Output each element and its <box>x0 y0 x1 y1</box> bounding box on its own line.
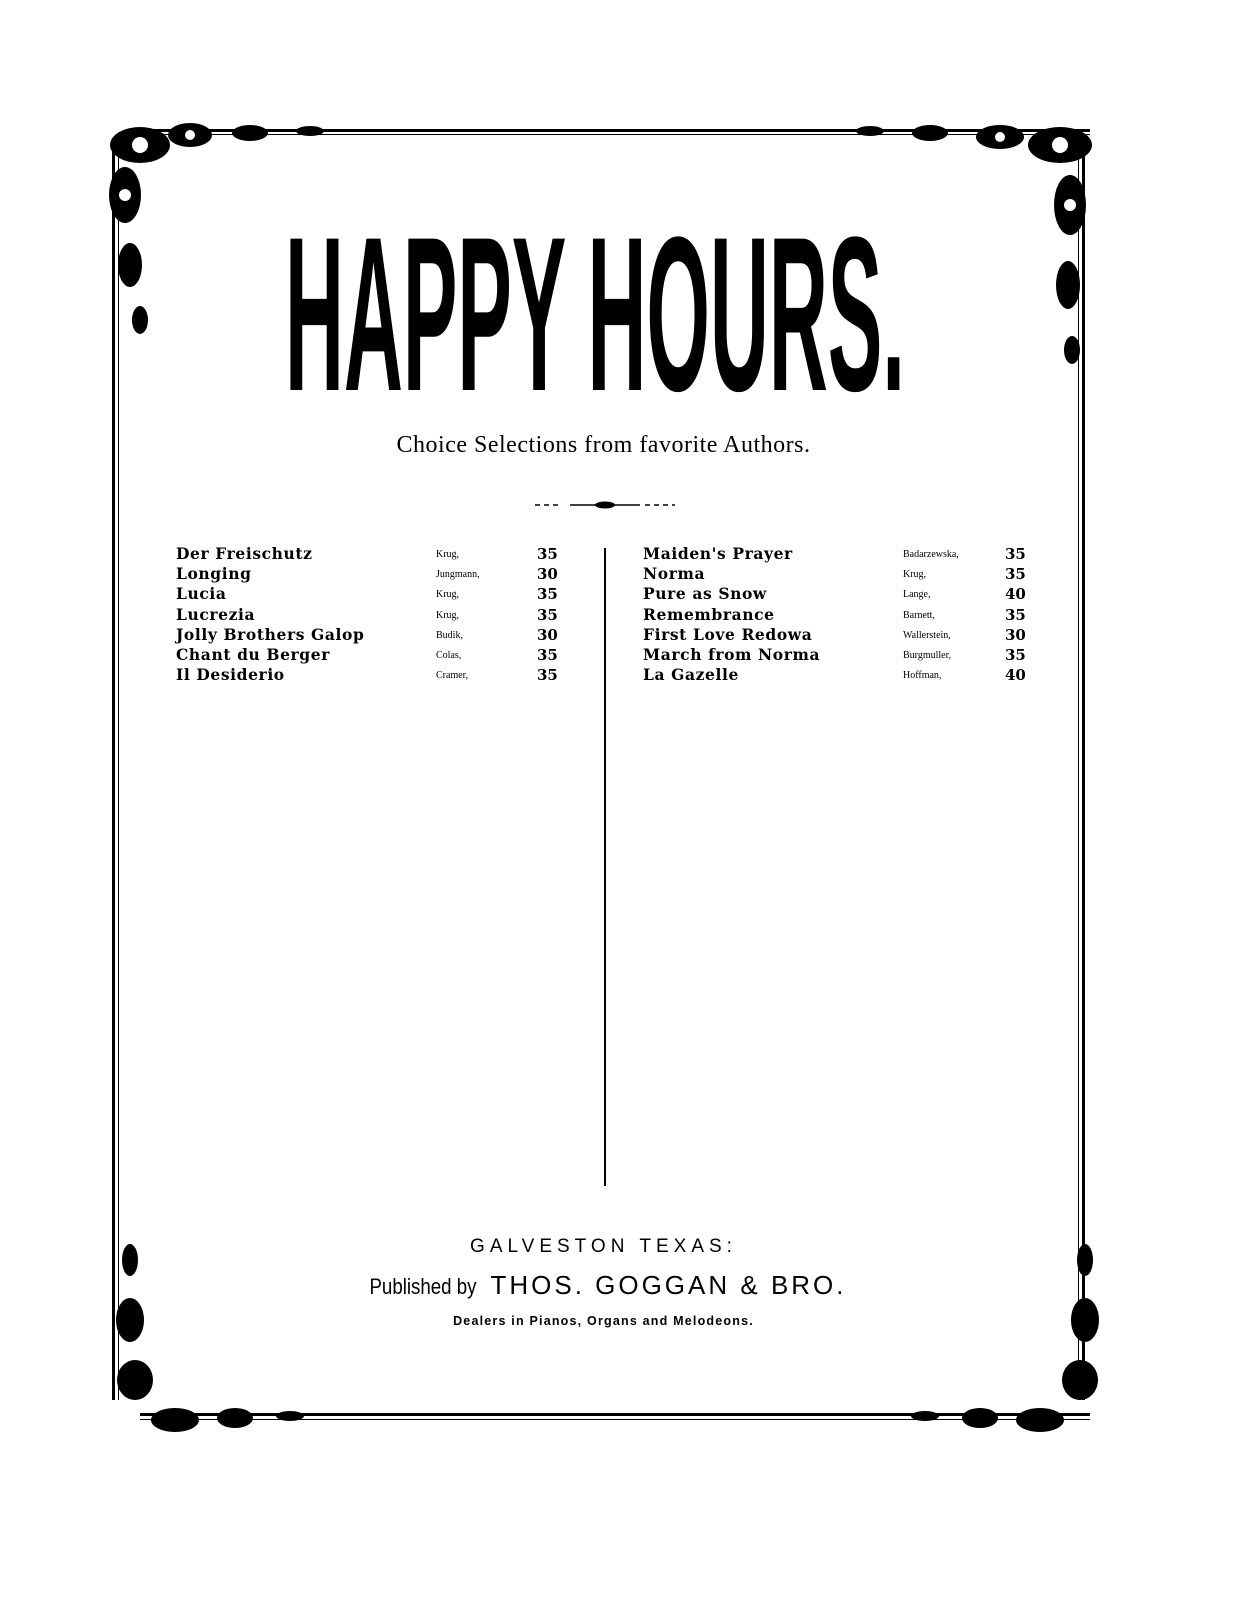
selection-row <box>0 544 1237 564</box>
selection-composer: Budik, <box>436 629 463 641</box>
selection-row <box>0 605 1237 625</box>
selection-composer: Wallerstein, <box>903 629 951 641</box>
selection-price: 35 <box>1005 545 1026 563</box>
selection-price: 35 <box>537 666 558 685</box>
selection-title: La Gazelle <box>643 665 739 685</box>
selection-title: Jolly Brothers Galop <box>176 624 365 644</box>
selection-composer: Badarzewska, <box>903 549 959 560</box>
subtitle: Choice Selections from favorite Authors. <box>396 432 811 458</box>
selection-price: 35 <box>1005 646 1026 664</box>
selection-title: Pure as Snow <box>643 584 767 604</box>
selection-title: Chant du Berger <box>176 645 330 664</box>
selection-title: Der Freischutz <box>176 544 313 563</box>
selection-price: 35 <box>537 585 558 604</box>
publisher-line <box>0 1270 1207 1301</box>
selection-price: 35 <box>537 646 558 664</box>
selection-row <box>0 584 1237 604</box>
selection-price: 40 <box>1005 585 1026 604</box>
selection-title: Remembrance <box>643 604 775 624</box>
selection-title: Maiden's Prayer <box>643 544 793 563</box>
title-text: HAPPY HOURS. <box>285 225 905 395</box>
selection-title: First Love Redowa <box>643 624 813 644</box>
selection-title: Lucrezia <box>176 604 256 624</box>
selection-price: 35 <box>537 545 558 563</box>
selection-composer: Krug, <box>903 569 927 581</box>
selection-row <box>0 665 1237 685</box>
dealers-tagline: Dealers in Pianos, Organs and Melodeons. <box>453 1314 754 1328</box>
selection-title: Il Desiderio <box>176 665 285 685</box>
selection-price: 35 <box>1005 605 1026 624</box>
selection-price: 30 <box>537 565 558 584</box>
publisher-name: THOS. GOGGAN & BRO. <box>490 1270 847 1300</box>
selection-row <box>0 564 1237 584</box>
selection-composer: Lange, <box>903 589 931 601</box>
selection-row <box>0 645 1237 665</box>
selection-composer: Cramer, <box>436 670 469 682</box>
selection-composer: Jungmann, <box>436 569 480 581</box>
selection-row <box>0 625 1237 645</box>
selection-price: 30 <box>537 625 558 644</box>
selection-composer: Hoffman, <box>903 670 942 682</box>
title <box>285 225 910 395</box>
selection-price: 40 <box>1005 666 1026 685</box>
selection-price: 35 <box>537 605 558 624</box>
selection-composer: Krug, <box>436 609 460 621</box>
selection-price: 30 <box>1005 625 1026 644</box>
selection-title: Longing <box>176 564 252 584</box>
publisher-location: GALVESTON TEXAS: <box>470 1236 737 1257</box>
selection-title: Norma <box>643 564 706 584</box>
selection-composer: Krug, <box>436 549 460 560</box>
ornamental-divider <box>535 498 675 512</box>
selection-title: March from Norma <box>643 645 821 664</box>
selection-composer: Burgmuller, <box>903 650 952 661</box>
published-by-label: Published by <box>369 1274 478 1299</box>
selection-title: Lucia <box>176 584 227 604</box>
selection-composer: Krug, <box>436 589 460 601</box>
selection-price: 35 <box>1005 565 1026 584</box>
selection-composer: Colas, <box>436 650 462 661</box>
selection-composer: Barnett, <box>903 609 935 621</box>
